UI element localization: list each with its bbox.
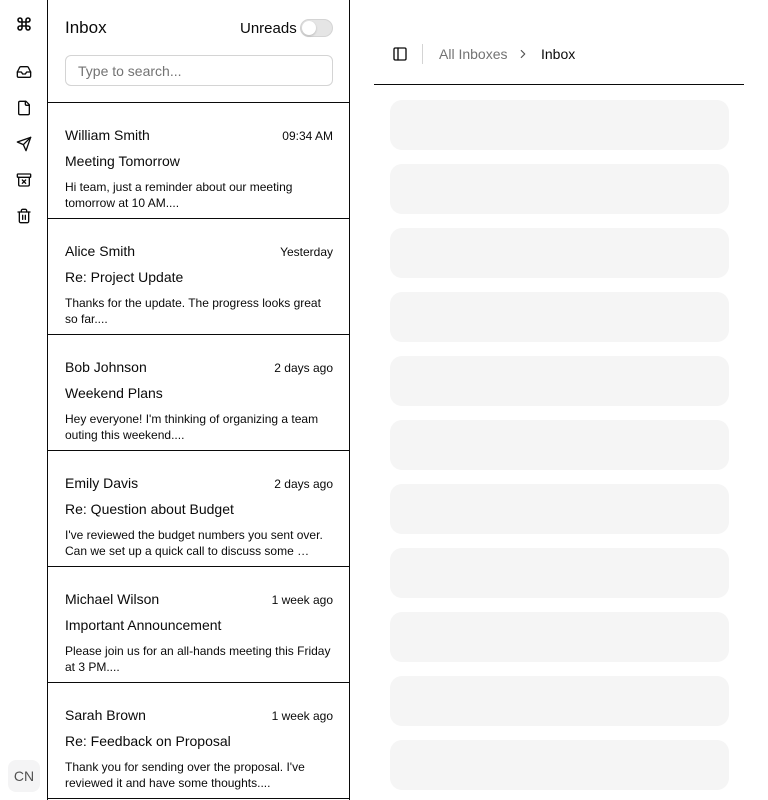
mail-date: 2 days ago <box>274 361 333 375</box>
toggle-knob <box>302 21 316 35</box>
file-icon[interactable] <box>12 96 36 120</box>
mail-date: 1 week ago <box>271 709 333 723</box>
skeleton-placeholder <box>390 292 729 342</box>
mail-sender: Sarah Brown <box>65 707 146 723</box>
mail-list-header <box>48 0 349 103</box>
mail-subject: Weekend Plans <box>65 385 163 401</box>
divider <box>422 44 423 64</box>
send-icon[interactable] <box>12 132 36 156</box>
skeleton-placeholder <box>390 484 729 534</box>
mail-item[interactable] <box>48 567 349 683</box>
mail-detail-panel <box>350 0 768 800</box>
inbox-icon[interactable] <box>12 60 36 84</box>
mail-list <box>48 103 349 799</box>
skeleton-placeholder <box>390 420 729 470</box>
mail-subject: Re: Feedback on Proposal <box>65 733 231 749</box>
unreads-toggle[interactable] <box>300 19 333 37</box>
skeleton-placeholder <box>390 100 729 150</box>
mail-date: 1 week ago <box>271 593 333 607</box>
breadcrumb-all-inboxes[interactable]: All Inboxes <box>439 46 508 62</box>
mail-item[interactable] <box>48 335 349 451</box>
skeleton-placeholder <box>390 356 729 406</box>
search-input[interactable] <box>65 55 333 86</box>
mail-sender: Michael Wilson <box>65 591 160 607</box>
mail-preview: Hi team, just a reminder about our meeting tomorrow at 10 AM.... <box>65 180 293 210</box>
mail-subject: Important Announcement <box>65 617 222 633</box>
mail-subject: Re: Project Update <box>65 269 184 285</box>
breadcrumb-current: Inbox <box>541 46 576 62</box>
mail-preview: Hey everyone! I'm thinking of organizing a team outing this weekend.... <box>65 412 319 442</box>
chevron-right-icon <box>516 47 530 61</box>
mail-list-panel <box>48 0 350 800</box>
page-title: Inbox <box>65 18 107 37</box>
skeleton-placeholder <box>390 228 729 278</box>
skeleton-placeholder <box>390 548 729 598</box>
trash-icon[interactable] <box>12 204 36 228</box>
mail-sender: Bob Johnson <box>65 359 147 375</box>
panel-left-icon[interactable] <box>390 44 410 64</box>
mail-preview: Please join us for an all-hands meeting this Friday at 3 PM.... <box>65 644 331 674</box>
mail-sender: William Smith <box>65 127 150 143</box>
mail-item[interactable] <box>48 451 349 567</box>
mail-preview: Thank you for sending over the proposal. I've reviewed it and have some thoughts.... <box>65 760 305 790</box>
mail-subject: Re: Question about Budget <box>65 501 234 517</box>
mail-sender: Emily Davis <box>65 475 139 491</box>
avatar[interactable]: CN <box>8 760 40 792</box>
mail-preview: Thanks for the update. The progress looks great so far.... <box>65 296 321 326</box>
loading-skeleton-list <box>390 100 729 800</box>
mail-item[interactable] <box>48 219 349 335</box>
icon-rail <box>0 0 48 800</box>
mail-item[interactable] <box>48 103 349 219</box>
skeleton-placeholder <box>390 612 729 662</box>
mail-subject: Meeting Tomorrow <box>65 153 180 169</box>
skeleton-placeholder <box>390 676 729 726</box>
unreads-label: Unreads <box>240 20 297 37</box>
skeleton-placeholder <box>390 740 729 790</box>
mail-item[interactable] <box>48 683 349 799</box>
skeleton-placeholder <box>390 164 729 214</box>
command-icon[interactable] <box>12 12 36 36</box>
detail-topbar <box>374 22 744 85</box>
mail-date: 09:34 AM <box>282 129 333 143</box>
mail-date: 2 days ago <box>274 477 333 491</box>
mail-date: Yesterday <box>280 245 333 259</box>
archive-x-icon[interactable] <box>12 168 36 192</box>
mail-preview: I've reviewed the budget numbers you sent over. Can we set up a quick call to discuss some … <box>65 528 323 558</box>
mail-sender: Alice Smith <box>65 243 136 259</box>
